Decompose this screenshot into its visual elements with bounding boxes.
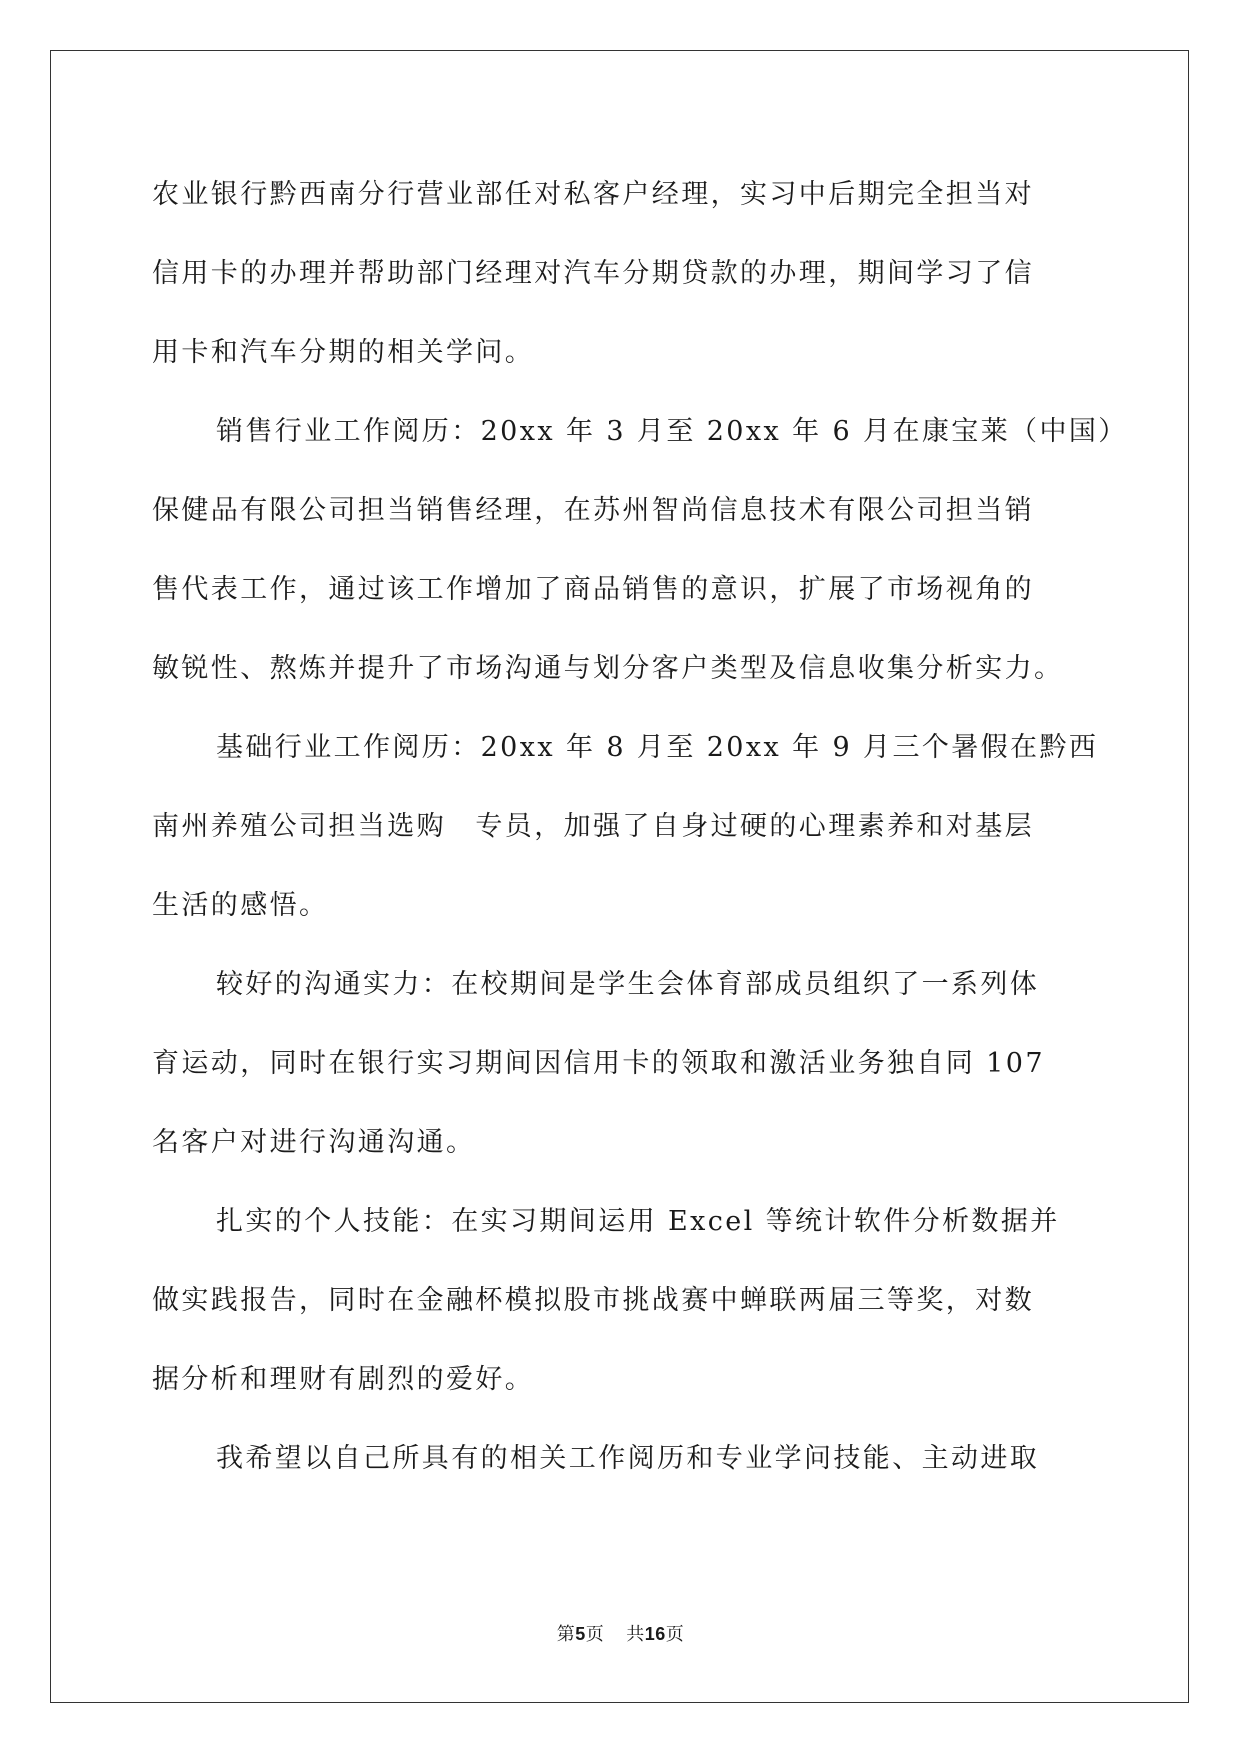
paragraph-personal-skills bbox=[152, 1182, 1092, 1419]
text-line: 南州养殖公司担当选购 专员，加强了自身过硬的心理素养和对基层 bbox=[152, 811, 1034, 842]
paragraph-communication-skills bbox=[152, 945, 1092, 1182]
paragraph-banking-experience bbox=[152, 155, 1092, 392]
page-footer bbox=[0, 1620, 1241, 1646]
text-line: 生活的感悟。 bbox=[152, 890, 329, 921]
text-line: 信用卡的办理并帮助部门经理对汽车分期贷款的办理，期间学习了信 bbox=[152, 258, 1034, 289]
text-line: 较好的沟通实力：在校期间是学生会体育部成员组织了一系列体 bbox=[216, 969, 1040, 1000]
text-line: 农业银行黔西南分行营业部任对私客户经理，实习中后期完全担当对 bbox=[152, 179, 1034, 210]
text-line: 做实践报告，同时在金融杯模拟股市挑战赛中蝉联两届三等奖，对数 bbox=[152, 1285, 1034, 1316]
text-line: 基础行业工作阅历：20xx 年 8 月至 20xx 年 9 月三个暑假在黔西 bbox=[216, 732, 1099, 763]
total-prefix: 共 bbox=[626, 1624, 645, 1645]
page-number: 5 bbox=[575, 1624, 586, 1644]
text-line: 扎实的个人技能：在实习期间运用 Excel 等统计软件分析数据并 bbox=[216, 1206, 1060, 1237]
text-line: 据分析和理财有剧烈的爱好。 bbox=[152, 1364, 535, 1395]
text-line: 名客户对进行沟通沟通。 bbox=[152, 1127, 476, 1158]
document-body bbox=[152, 155, 1128, 1498]
page-prefix: 第 bbox=[556, 1624, 576, 1645]
text-line: 保健品有限公司担当销售经理，在苏州智尚信息技术有限公司担当销 bbox=[152, 495, 1034, 526]
paragraph-closing bbox=[152, 1419, 1092, 1498]
text-line: 销售行业工作阅历：20xx 年 3 月至 20xx 年 6 月在康宝莱（中国） bbox=[216, 416, 1128, 447]
paragraph-basic-experience bbox=[152, 708, 1099, 945]
text-line: 育运动，同时在银行实习期间因信用卡的领取和激活业务独自同 107 bbox=[152, 1048, 1045, 1079]
text-line: 我希望以自己所具有的相关工作阅历和专业学问技能、主动进取 bbox=[216, 1443, 1040, 1474]
text-line: 用卡和汽车分期的相关学问。 bbox=[152, 337, 535, 368]
paragraph-sales-experience bbox=[152, 392, 1128, 708]
total-pages: 16 bbox=[644, 1624, 666, 1644]
text-line: 售代表工作，通过该工作增加了商品销售的意识，扩展了市场视角的 bbox=[152, 574, 1034, 605]
text-line: 敏锐性、熬炼并提升了市场沟通与划分客户类型及信息收集分析实力。 bbox=[152, 653, 1064, 684]
total-suffix: 页 bbox=[665, 1624, 685, 1645]
page-suffix: 页 bbox=[585, 1624, 605, 1645]
